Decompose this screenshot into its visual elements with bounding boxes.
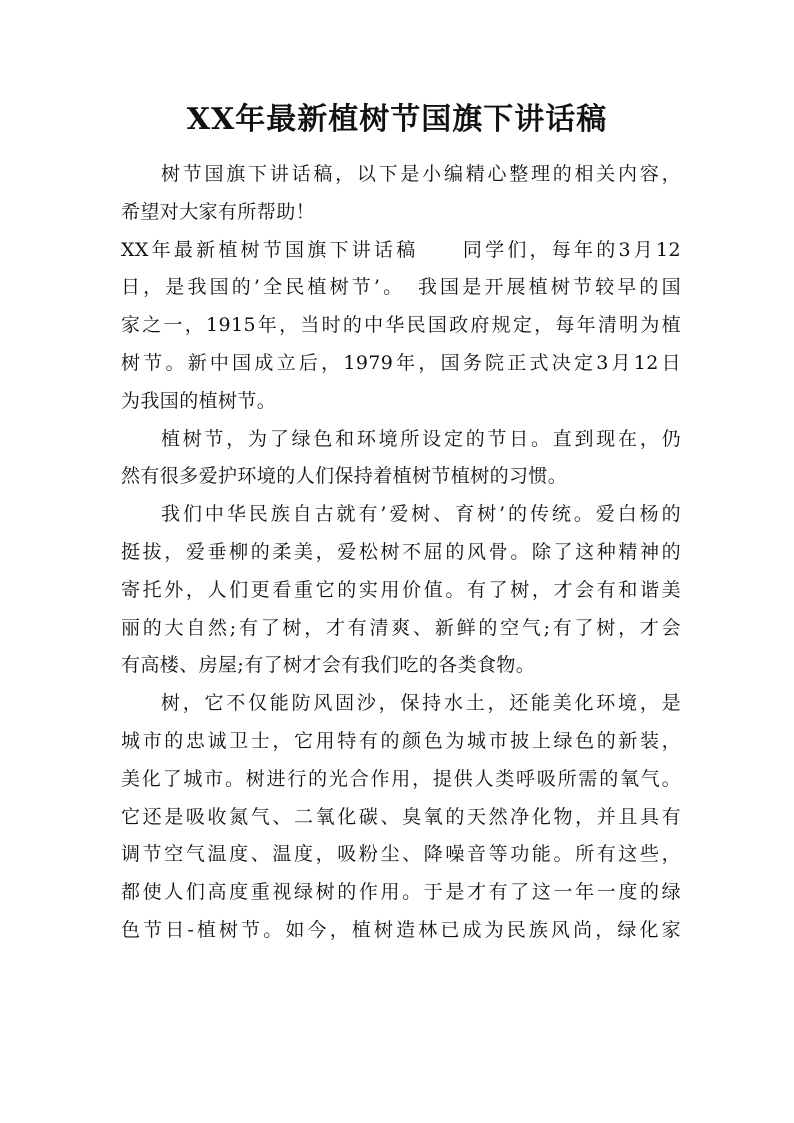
text-line: 城市的忠诚卫士，它用特有的颜色为城市披上绿色的新装， [121, 729, 681, 752]
text-line: 为我国的植树节。 [121, 389, 277, 412]
text-line: 挺拔，爱垂柳的柔美，爱松树不屈的风骨。除了这种精神的 [121, 540, 681, 563]
text-line: 美化了城市。树进行的光合作用，提供人类呼吸所需的氧气。 [121, 767, 681, 790]
text-line: 丽的大自然;有了树，才有清爽、新鲜的空气;有了树，才会 [121, 616, 681, 639]
text-line: 它还是吸收氮气、二氧化碳、臭氧的天然净化物，并且具有 [121, 805, 681, 828]
text-line: 树，它不仅能防风固沙，保持水土，还能美化环境，是 [161, 692, 681, 715]
text-line: 希望对大家有所帮助！ [121, 200, 316, 223]
text-line: 有高楼、房屋;有了树才会有我们吃的各类食物。 [121, 654, 536, 677]
text-line: XX年最新植树节国旗下讲话稿 同学们，每年的3月12 [121, 238, 681, 261]
text-line: 寄托外，人们更看重它的实用价值。有了树，才会有和谐美 [121, 578, 681, 601]
text-line: 树节。新中国成立后，1979年，国务院正式决定3月12日 [121, 351, 681, 374]
text-line: 树节国旗下讲话稿，以下是小编精心整理的相关内容， [161, 163, 681, 185]
text-line: 都使人们高度重视绿树的作用。于是才有了这一年一度的绿 [121, 881, 681, 904]
text-line: 调节空气温度、温度，吸粉尘、降噪音等功能。所有这些， [121, 843, 681, 866]
text-line: 我们中华民族自古就有’爱树、育树’的传统。爱白杨的 [161, 503, 681, 526]
document-body [121, 156, 681, 950]
text-line: 植树节，为了绿色和环境所设定的节日。直到现在，仍 [161, 427, 681, 450]
page-title: XX年最新植树节国旗下讲话稿 [186, 102, 608, 137]
text-line: 日，是我国的’全民植树节’。 我国是开展植树节较早的国 [121, 276, 681, 299]
text-line: 色节日-植树节。如今，植树造林已成为民族风尚，绿化家 [121, 918, 681, 941]
text-line: 然有很多爱护环境的人们保持着植树节植树的习惯。 [121, 465, 568, 488]
text-line: 家之一，1915年，当时的中华民国政府规定，每年清明为植 [121, 314, 681, 337]
